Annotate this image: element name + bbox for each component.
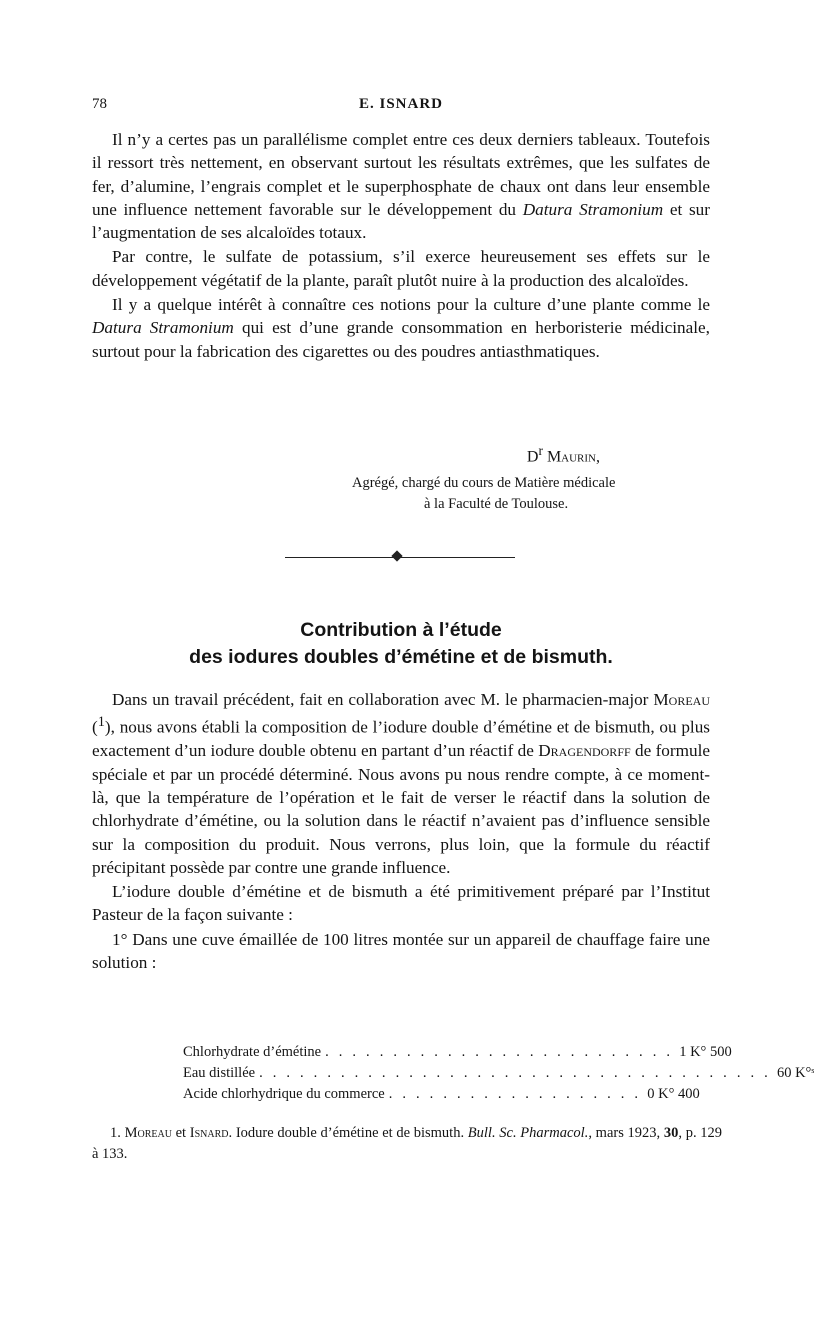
affiliation-line: à la Faculté de Toulouse. — [424, 496, 569, 513]
affiliation-line: Agrégé, chargé du cours de Matière médicale — [352, 475, 616, 492]
paragraph — [92, 245, 710, 292]
page-header — [92, 96, 710, 118]
leader-dots: . . . . . . . . . . . . . . . . . . . — [388, 1086, 642, 1102]
paragraph — [92, 293, 710, 363]
paragraph — [92, 688, 710, 879]
ingredient-label: Eau distillée — [183, 1065, 256, 1081]
recipe-row — [183, 1063, 814, 1084]
article-title-line: Contribution à l’étude — [300, 619, 502, 641]
recipe-row — [183, 1042, 732, 1063]
footnote-text — [92, 1125, 722, 1162]
signature-affiliation — [92, 473, 710, 515]
author-signature — [92, 440, 710, 515]
ingredient-quantity: 1 K° 500 — [679, 1044, 732, 1060]
paragraph — [92, 928, 710, 975]
text-segment: , mars 1923, — [588, 1125, 664, 1141]
footnote — [92, 1123, 722, 1165]
text-segment: Il y a quelque intérêt à connaître ces notions pour la culture d’une plante comme le — [112, 295, 710, 315]
ingredient-quantity: 0 K° 400 — [647, 1086, 700, 1102]
leader-dots: . . . . . . . . . . . . . . . . . . . . . . . . . . . . . . . . . . . . . . — [259, 1065, 771, 1081]
text-segment: qui est d’une grande consommation en herboristerie médicinale, surtout pour la fabrication des cigarettes ou des poudres antiasthmatiques. — [92, 318, 710, 361]
section-separator — [285, 556, 515, 560]
ingredient-label: Acide chlorhydrique du commerce — [183, 1086, 385, 1102]
text-segment: de formule spéciale et par un procédé déterminé. Nous avons pu nous rendre compte, à ce moment-là, que la température de l’opération et le fait de verser le réactif dans la solution de chlorhydrate d’émétine, ou la solution dans le réactif n’avaient pas d’influence sensible sur la composition du produit. Nous verrons, plus loin, que la formule du réactif précipitant possède par contre une grande influence. — [92, 741, 710, 877]
text-segment: . Iodure double d’émétine et de bismuth. — [228, 1125, 468, 1141]
recipe-row — [183, 1084, 700, 1105]
paragraph — [92, 880, 710, 927]
text-segment: Datura Stramonium — [92, 318, 234, 338]
recipe-table — [183, 1042, 814, 1105]
text-segment: 30 — [663, 1125, 679, 1141]
ingredient-quantity: 60 K°ˢ — [776, 1065, 814, 1081]
text-segment: Par contre, le sulfate de potassium, s’il exerce heureusement ses effets sur le développement végétatif de la plante, paraît plutôt nuire à la production des alcaloïdes. — [92, 247, 710, 290]
text-segment: Il n’y a certes pas un parallélisme complet entre ces deux derniers tableaux. Toutefois il ressort très nettement, en observant surtout les résultats extrêmes, que les sulfates de fer, d’alumine, l’engrais complet et le superphosphate de chaux ont dans leur ensemble une influence nettement favorable sur le développement du — [92, 130, 710, 219]
signature-prefix: D — [526, 448, 539, 466]
text-segment: Datura Stramonium — [522, 199, 664, 219]
footnote-number: 1. — [110, 1125, 121, 1141]
signature-prefix-sup: r — [538, 443, 543, 458]
article-title — [92, 617, 710, 671]
paragraph — [92, 128, 710, 244]
text-segment: Dans un travail précédent, fait en collaboration avec M. le pharmacien-major — [112, 690, 654, 709]
text-segment: , p. 129 à 133. — [92, 1125, 723, 1162]
text-segment: Bull. Sc. Pharmacol. — [467, 1125, 589, 1141]
text-segment: Isnard — [189, 1125, 229, 1141]
text-segment: Dragendorff — [538, 741, 631, 761]
signature-name — [92, 440, 710, 467]
text-segment: 1° Dans une cuve émaillée de 100 litres montée sur un appareil de chauffage faire une solution : — [92, 929, 710, 972]
text-segment: Moreau — [653, 690, 710, 709]
previous-article-conclusion — [92, 128, 710, 363]
text-segment: 1 — [97, 714, 105, 731]
article-body — [92, 688, 710, 974]
running-head: E. ISNARD — [358, 96, 443, 112]
text-segment: Moreau — [124, 1125, 172, 1141]
leader-dots: . . . . . . . . . . . . . . . . . . . . . . . . . . — [325, 1044, 674, 1060]
text-segment: ( — [92, 718, 98, 738]
diamond-ornament-icon — [391, 550, 402, 561]
page-number: 78 — [92, 96, 107, 112]
text-segment: ), nous avons établi la composition de l’iodure double d’émétine et de bismuth, ou plus exactement d’un iodure double obtenu en partant d’un réactif de — [92, 718, 710, 761]
ingredient-label: Chlorhydrate d’émétine — [183, 1044, 322, 1060]
article-title-line: des iodures doubles d’émétine et de bismuth. — [189, 646, 613, 668]
text-segment: L’iodure double d’émétine et de bismuth a été primitivement préparé par l’Institut Pasteur de la façon suivante : — [92, 882, 710, 925]
signature-surname: Maurin, — [546, 448, 600, 466]
text-segment: et sur l’augmentation de ses alcaloïdes totaux. — [92, 199, 710, 243]
text-segment: et — [171, 1125, 190, 1141]
